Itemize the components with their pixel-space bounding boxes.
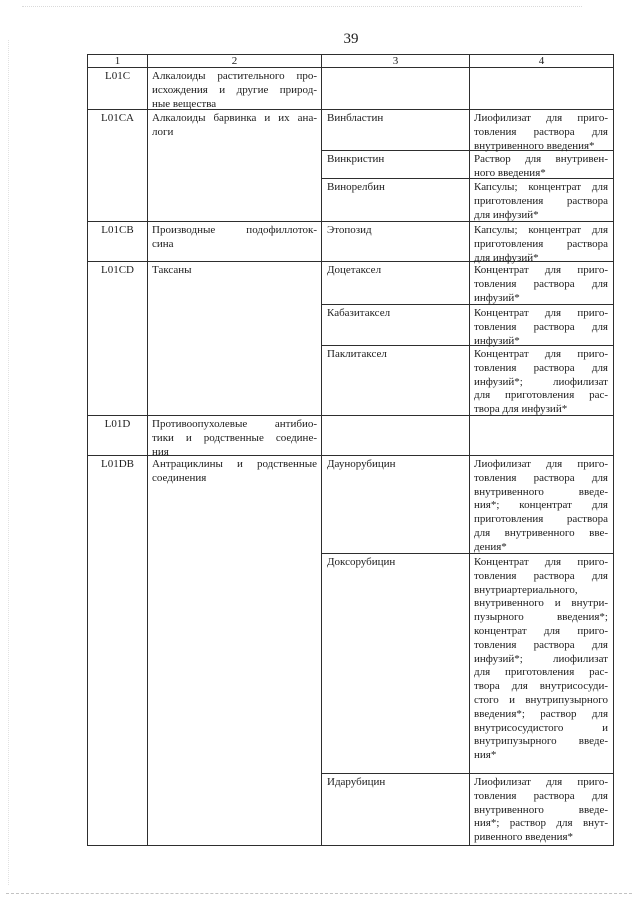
drug-name: Доцетаксел <box>322 262 470 305</box>
scan-edge-bottom <box>6 893 632 894</box>
form-line: внутривенного введе- <box>474 803 608 816</box>
form-line: товления раствора для <box>474 277 608 290</box>
form-line: ния*; раствор для внут- <box>474 817 608 830</box>
group-name <box>148 110 322 222</box>
form-line: внутривенного введения* <box>474 139 595 152</box>
dosage-form <box>470 305 614 346</box>
atc-code: L01DB <box>88 456 148 846</box>
column-header-2: 2 <box>148 55 322 68</box>
name-line: Производные подофиллоток- <box>152 224 317 236</box>
form-line: для внутривенного вве- <box>474 526 608 539</box>
name-line: Алкалоиды растительного про- <box>152 70 317 82</box>
form-line: ного введения* <box>474 166 546 179</box>
form-line: внутриартериального, <box>474 583 578 596</box>
scan-edge-left <box>8 40 9 885</box>
scan-edge-top <box>22 6 582 7</box>
form-line: Концентрат для приго- <box>474 556 608 568</box>
form-line: стого и внутрипузырного <box>474 693 608 706</box>
form-line: Концентрат для приго- <box>474 348 608 360</box>
form-line: товления раствора для <box>474 471 608 484</box>
form-line: внутривенного введе- <box>474 485 608 498</box>
form-line: приготовления раствора <box>474 194 608 207</box>
form-line: Капсулы; концентрат для <box>474 224 608 236</box>
form-line: Раствор для внутривен- <box>474 153 608 165</box>
group-name <box>148 416 322 456</box>
name-line: Таксаны <box>152 264 192 276</box>
column-header-3: 3 <box>322 55 470 68</box>
atc-code: L01C <box>88 68 148 110</box>
dosage-form <box>470 554 614 774</box>
name-line: ные вещества <box>152 97 217 110</box>
drug-name: Идарубицин <box>322 774 470 846</box>
form-line: Лиофилизат для приго- <box>474 458 608 470</box>
dosage-form <box>470 346 614 416</box>
form-line: внутрисосудистого и <box>474 721 608 734</box>
form-line: товления раствора для <box>474 569 608 582</box>
form-line: концентрат для приго- <box>474 624 608 637</box>
form-line: товления раствора для <box>474 638 608 651</box>
name-line: Противоопухолевые антибио- <box>152 418 317 430</box>
form-line: товления раствора для <box>474 125 608 138</box>
drug-name: Этопозид <box>322 222 470 262</box>
page-number: 39 <box>343 31 359 47</box>
form-line: пузырного введения*; <box>474 611 608 624</box>
atc-code: L01CD <box>88 262 148 416</box>
dosage-form <box>470 179 614 222</box>
form-line: товления раствора для <box>474 789 608 802</box>
form-line: приготовления раствора <box>474 513 608 526</box>
form-line: инфузий* <box>474 334 520 347</box>
form-line: твора для инфузий* <box>474 403 568 416</box>
dosage-form <box>470 456 614 554</box>
form-line: для приготовления рас- <box>474 666 608 679</box>
form-line: Лиофилизат для приго- <box>474 776 608 788</box>
dosage-form <box>470 151 614 179</box>
form-line: внутрипузырного введе- <box>474 735 608 748</box>
dosage-form <box>470 774 614 846</box>
form-line: Капсулы; концентрат для <box>474 181 608 193</box>
form-line: для инфузий* <box>474 208 539 221</box>
name-line: логи <box>152 125 174 138</box>
drug-name: Винорелбин <box>322 179 470 222</box>
empty-drug-cell <box>322 416 470 456</box>
name-line: соединения <box>152 471 207 484</box>
column-header-1: 1 <box>88 55 148 68</box>
group-name <box>148 262 322 416</box>
atc-code: L01CA <box>88 110 148 222</box>
empty-drug-cell <box>322 68 470 110</box>
drug-classification-table <box>87 54 614 846</box>
group-name <box>148 68 322 110</box>
form-line: для инфузий* <box>474 251 539 264</box>
column-header-4: 4 <box>470 55 614 68</box>
form-line: твора для внутрисосуди- <box>474 680 608 693</box>
group-name <box>148 456 322 846</box>
empty-form-cell <box>470 416 614 456</box>
name-line: исхождения и другие природ- <box>152 83 317 96</box>
form-line: дения* <box>474 540 507 553</box>
drug-name: Кабазитаксел <box>322 305 470 346</box>
drug-name: Доксорубицин <box>322 554 470 774</box>
form-line: инфузий*; лиофилизат <box>474 375 608 388</box>
name-line: Антрациклины и родственные <box>152 458 317 470</box>
form-line: Лиофилизат для приго- <box>474 112 608 124</box>
name-line: Алкалоиды барвинка и их ана- <box>152 112 317 124</box>
form-line: ния* <box>474 749 497 762</box>
form-line: внутривенного и внутри- <box>474 597 608 610</box>
empty-form-cell <box>470 68 614 110</box>
dosage-form <box>470 222 614 262</box>
name-line: ния <box>152 445 169 458</box>
form-line: приготовления раствора <box>474 237 608 250</box>
form-line: ния*; концентрат для <box>474 499 608 512</box>
form-line: товления раствора для <box>474 320 608 333</box>
drug-name: Даунорубицин <box>322 456 470 554</box>
form-line: инфузий*; лиофилизат <box>474 652 608 665</box>
form-line: Концентрат для приго- <box>474 307 608 319</box>
dosage-form <box>470 262 614 305</box>
name-line: сина <box>152 237 174 250</box>
name-line: тики и родственные соедине- <box>152 431 317 444</box>
drug-name: Винкристин <box>322 151 470 179</box>
form-line: ривенного введения* <box>474 831 574 844</box>
drug-name: Винбластин <box>322 110 470 151</box>
atc-code: L01D <box>88 416 148 456</box>
form-line: Концентрат для приго- <box>474 264 608 276</box>
form-line: для приготовления рас- <box>474 389 608 402</box>
group-name <box>148 222 322 262</box>
drug-name: Паклитаксел <box>322 346 470 416</box>
form-line: товления раствора для <box>474 361 608 374</box>
dosage-form <box>470 110 614 151</box>
form-line: введения*; раствор для <box>474 707 608 720</box>
atc-code: L01CB <box>88 222 148 262</box>
form-line: инфузий* <box>474 291 520 304</box>
